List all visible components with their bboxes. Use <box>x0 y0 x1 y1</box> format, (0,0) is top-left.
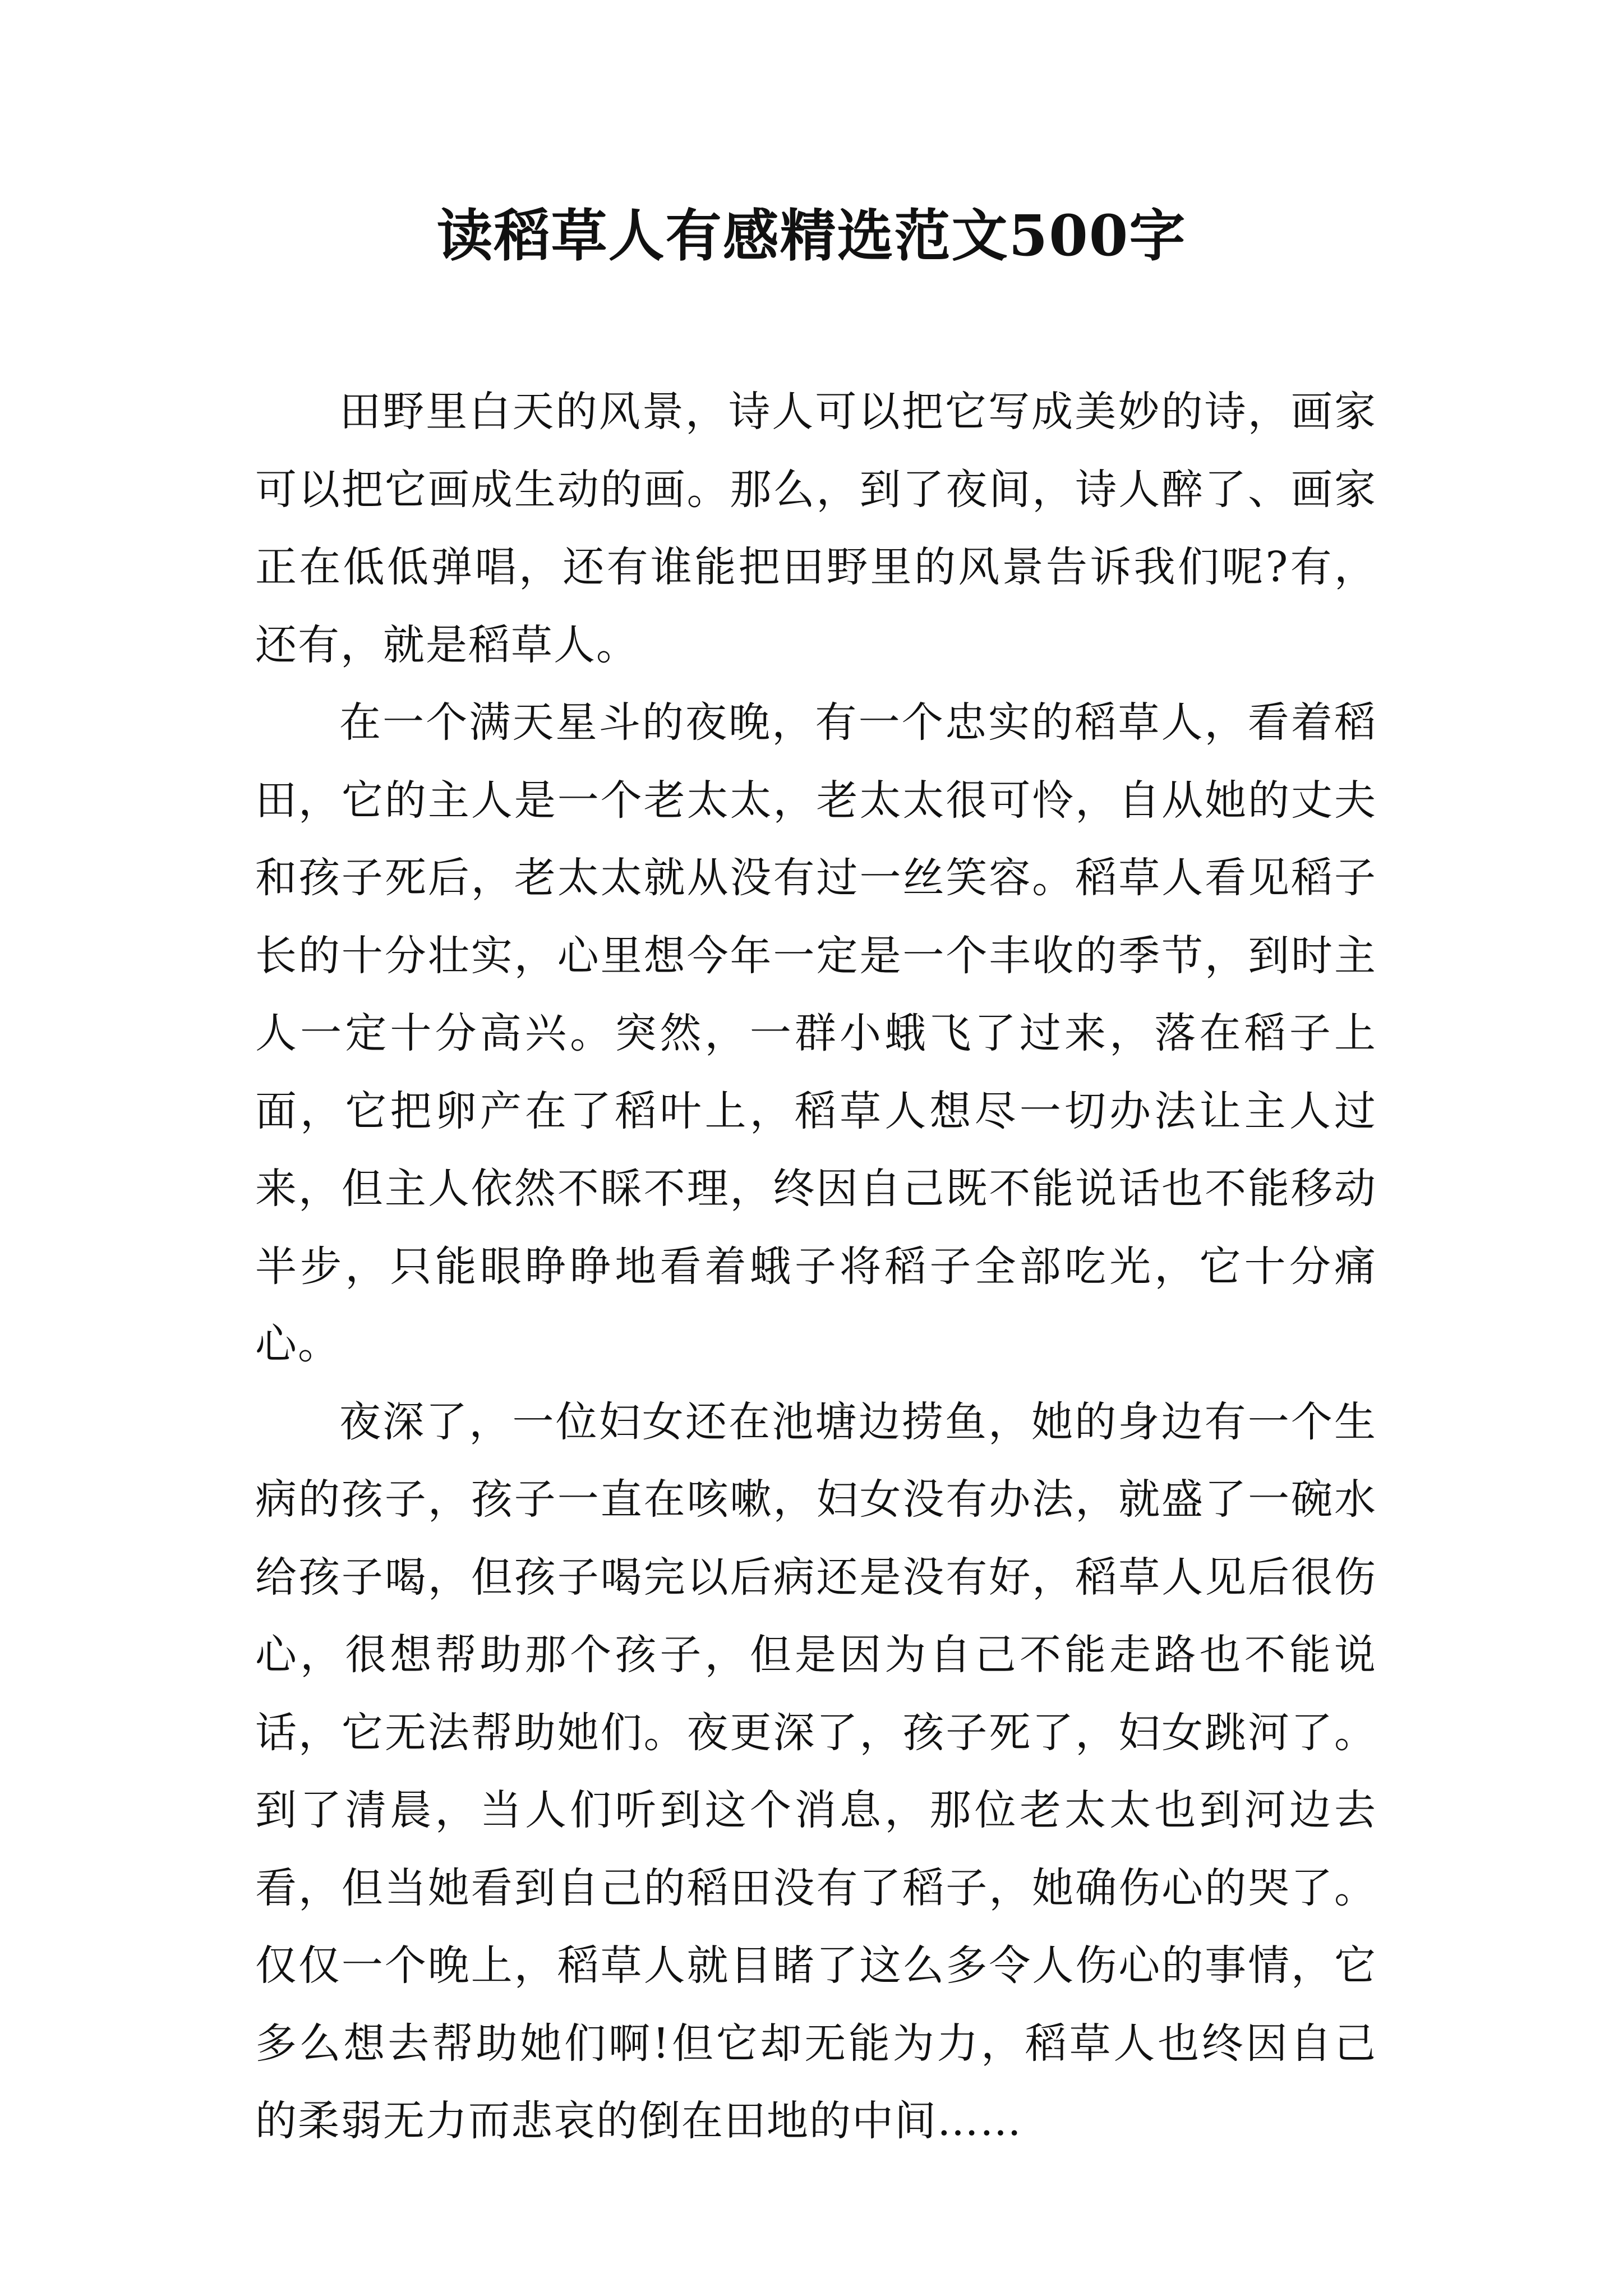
paragraph-3: 夜深了，一位妇女还在池塘边捞鱼，她的身边有一个生病的孩子，孩子一直在咳嗽，妇女没有办法，就盛了一碗水给孩子喝，但孩子喝完以后病还是没有好，稻草人见后很伤心，很想帮助那个孩子，但是因为自己不能走路也不能说话，它无法帮助她们。夜更深了，孩子死了，妇女跳河了。到了清晨，当人们听到这个消息，那位老太太也到河边去看，但当她看到自己的稻田没有了稻子，她确伤心的哭了。仅仅一个晚上，稻草人就目睹了这么多令人伤心的事情，它多么想去帮助她们啊!但它却无能为力，稻草人也终因自己的柔弱无力而悲哀的倒在田地的中间…… <box>255 1397 1377 2145</box>
document-title: 读稻草人有感精选范文500字 <box>436 203 1187 269</box>
paragraph-2: 在一个满天星斗的夜晚，有一个忠实的稻草人，看着稻田，它的主人是一个老太太，老太太很可怜，自从她的丈夫和孩子死后，老太太就从没有过一丝笑容。稻草人看见稻子长的十分壮实，心里想今年一定是一个丰收的季节，到时主人一定十分高兴。突然，一群小蛾飞了过来，落在稻子上面，它把卵产在了稻叶上，稻草人想尽一切办法让主人过来，但主人依然不睬不理，终因自己既不能说话也不能移动半步，只能眼睁睁地看着蛾子将稻子全部吃光，它十分痛心。 <box>255 698 1377 1368</box>
document-body <box>255 373 1377 2160</box>
paragraph-1: 田野里白天的风景，诗人可以把它写成美妙的诗，画家可以把它画成生动的画。那么，到了夜间，诗人醉了、画家正在低低弹唱，还有谁能把田野里的风景告诉我们呢?有，还有，就是稻草人。 <box>255 388 1377 669</box>
